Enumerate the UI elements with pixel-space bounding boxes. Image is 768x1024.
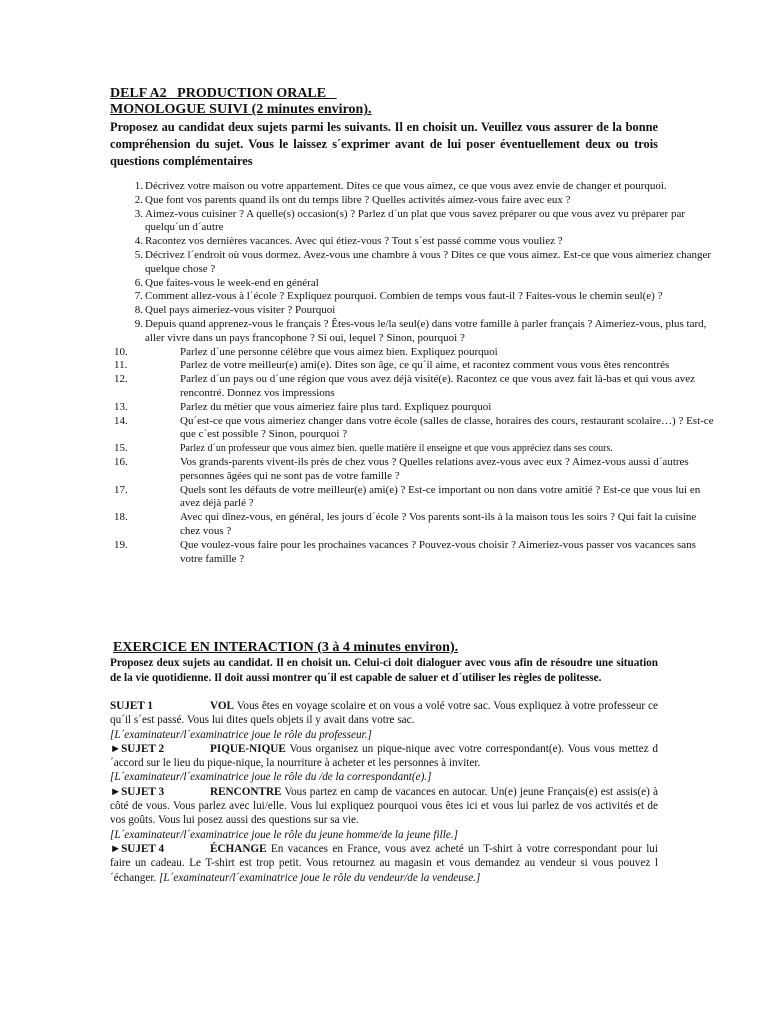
- question-text: Depuis quand apprenez-vous le français ? Êtes-vous le/la seul(e) dans votre famille à parler français ? Aimeriez-vous, plus tard, aller vivre dans un pays francophone ? Si oui, lequel ? Sinon, pourquoi ?: [145, 317, 707, 344]
- examiner-role-note: [L´examinateur/l´examinatrice joue le rôle du jeune homme/de la jeune fille.]: [110, 828, 458, 841]
- subject-list: [110, 699, 658, 885]
- question-item: [114, 442, 714, 456]
- subject-item: [110, 742, 658, 785]
- question-number: 19.: [114, 538, 128, 551]
- exam-title: DELF A2 PRODUCTION ORALE: [110, 86, 337, 101]
- question-text: Avec qui dînez-vous, en général, les jours d´école ? Vos parents sont-ils à la maison tous les soirs ? Qui fait la cuisine chez vous ?: [180, 511, 697, 537]
- subject-item: [110, 842, 658, 885]
- question-text: Quels sont les défauts de votre meilleur(e) ami(e) ? Est-ce important ou non dans votre amitié ? Est-ce que vous lui en avez déjà parlé ?: [180, 483, 701, 510]
- question-item: [118, 180, 714, 194]
- question-number: 2.: [134, 193, 143, 206]
- question-item: [114, 359, 714, 373]
- question-number: 17.: [114, 483, 128, 496]
- question-item: [118, 318, 714, 346]
- question-text: Racontez vos dernières vacances. Avec qui étiez-vous ? Tout s´est passé comme vous vouliez ?: [145, 235, 563, 248]
- subject-label: ►SUJET 3: [110, 785, 165, 798]
- monologue-heading: MONOLOGUE SUIVI (2 minutes environ).: [110, 102, 372, 117]
- question-text: Que faites-vous le week-end en général: [145, 276, 319, 289]
- question-number: 7.: [134, 290, 143, 303]
- subject-item: [110, 785, 658, 842]
- question-list: [114, 180, 714, 566]
- monologue-instructions: Proposez au candidat deux sujets parmi les suivants. Il en choisit un. Veuillez vous assurer de la bonne compréhension du sujet. Vous le laissez s´exprimer avant de lui poser éventuellement deux ou trois questions complémentaires: [110, 120, 658, 168]
- examiner-role-note: [L´examinateur/l´examinatrice joue le rôle du vendeur/de la vendeuse.]: [159, 871, 481, 884]
- question-item: [114, 455, 714, 484]
- question-item: [118, 235, 714, 249]
- examiner-role-note: [L´examinateur/l´examinatrice joue le rôle du /de la correspondant(e).]: [110, 771, 432, 784]
- question-number: 1.: [134, 180, 143, 192]
- question-text: Parlez d´une personne célèbre que vous aimez bien. Expliquez pourquoi: [180, 345, 498, 358]
- examiner-role-note: [L´examinateur/l´examinatrice joue le rôle du professeur.]: [110, 728, 372, 741]
- question-number: 12.: [114, 373, 128, 386]
- subject-text: Vous partez en camp de vacances en autocar. Un(e) jeune Français(e) est assis(e) à côté de vous. Vous parlez avec lui/elle. Vous lui expliquez pourquoi vous êtes ici et vous lui parlez de vos activités et de vos goûts. Vous lui posez aussi des questions sur sa vie.: [110, 785, 658, 827]
- subject-text: Vous êtes en voyage scolaire et on vous a volé votre sac. Vous expliquez à votre professeur ce qu´il s´est passé. Vous lui dites quels objets il y avait dans votre sac.: [110, 700, 658, 727]
- question-item: [114, 483, 714, 512]
- question-text: Comment allez-vous à l´école ? Expliquez pourquoi. Combien de temps vous faut-il ? Faites-vous le chemin seul(e) ?: [145, 290, 663, 303]
- subject-text: En vacances en France, vous avez acheté un T-shirt à votre correspondant pour lui faire un cadeau. Le T-shirt est trop petit. Vous retournez au magasin et vous demandez au vendeur si vous pouvez l´échanger.: [110, 842, 658, 884]
- question-number: 10.: [114, 345, 128, 358]
- interaction-instructions: Proposez deux sujets au candidat. Il en choisit un. Celui-ci doit dialoguer avec vous afin de résoudre une situation de la vie quotidienne. Il doit aussi montrer qu´il est capable de saluer et d´utiliser les règles de politesse.: [110, 657, 658, 684]
- question-number: 8.: [134, 304, 143, 317]
- question-text: Parlez d´un pays ou d´une région que vous avez déjà visité(e). Racontez ce que vous avez fait là-bas et qui vous avez rencontré. Donnez vos impressions: [180, 373, 695, 399]
- subject-text: Vous organisez un pique-nique avec votre correspondant(e). Vous vous mettez d´accord sur le lieu du pique-nique, la nourriture à acheter et les personnes à inviter.: [110, 742, 658, 770]
- question-number: 11.: [114, 359, 128, 372]
- question-item: [114, 400, 714, 415]
- question-item: [118, 249, 714, 277]
- subject-label: ►SUJET 4: [110, 842, 165, 855]
- question-text: Vos grands-parents vivent-ils près de chez vous ? Quelles relations avez-vous avec eux ? Aimez-vous aussi d´autres personnes âgées qui ne sont pas de votre famille ?: [180, 455, 689, 482]
- question-item: [118, 208, 714, 236]
- question-number: 15.: [114, 442, 128, 455]
- question-number: 18.: [114, 511, 128, 524]
- question-number: 14.: [114, 414, 128, 427]
- question-item: [118, 194, 714, 208]
- subject-label: SUJET 1: [110, 700, 154, 712]
- question-number: 6.: [134, 276, 143, 289]
- question-number: 13.: [114, 400, 128, 413]
- subject-name: VOL: [210, 700, 235, 712]
- subject-item: [110, 699, 658, 742]
- question-text: Parlez du métier que vous aimeriez faire plus tard. Expliquez pourquoi: [180, 400, 492, 413]
- question-text: Décrivez votre maison ou votre appartement. Dites ce que vous aimez, ce que vous avez envie de changer et pourquoi.: [145, 180, 667, 192]
- question-text: Parlez d´un professeur que vous aimez bien. quelle matière il enseigne et que vous appréciez dans ses cours.: [180, 443, 613, 455]
- question-text: Aimez-vous cuisiner ? A quelle(s) occasion(s) ? Parlez d´un plat que vous savez préparer ou que vous avez vu préparer par quelqu´un d´autre: [145, 207, 686, 234]
- question-text: Qu´est-ce que vous aimeriez changer dans votre école (salles de classe, horaires des cours, restaurant scolaire…) ? Est-ce que c´est possible ? Sinon, pourquoi ?: [180, 414, 714, 441]
- subject-label: ►SUJET 2: [110, 742, 165, 755]
- question-item: [114, 414, 714, 443]
- question-item: [118, 304, 714, 318]
- subject-name: RENCONTRE: [210, 785, 282, 798]
- question-text: Décrivez l´endroit où vous dormez. Avez-vous une chambre à vous ? Dites ce que vous aimez. Est-ce que vous aimeriez changer quelque chose ?: [145, 248, 712, 275]
- question-item: [114, 538, 714, 567]
- question-number: 9.: [134, 317, 143, 330]
- question-item: [114, 373, 714, 401]
- question-text: Quel pays aimeriez-vous visiter ? Pourquoi: [145, 304, 336, 317]
- question-number: 3.: [134, 207, 143, 220]
- interaction-heading: EXERCICE EN INTERACTION (3 à 4 minutes environ).: [113, 640, 459, 655]
- question-item: [114, 345, 714, 360]
- subject-name: ÉCHANGE: [210, 842, 267, 855]
- question-text: Que voulez-vous faire pour les prochaines vacances ? Pouvez-vous choisir ? Aimeriez-vous passer vos vacances sans votre famille ?: [180, 538, 696, 565]
- question-number: 16.: [114, 455, 128, 468]
- question-item: [118, 277, 714, 291]
- question-number: 4.: [134, 235, 143, 248]
- question-item: [114, 511, 714, 539]
- question-item: [118, 290, 714, 304]
- question-number: 5.: [134, 248, 143, 261]
- question-text: Parlez de votre meilleur(e) ami(e). Dites son âge, ce qu´il aime, et racontez comment vous vous êtes rencontrés: [180, 359, 670, 372]
- question-text: Que font vos parents quand ils ont du temps libre ? Quelles activités aimez-vous faire avec eux ?: [145, 193, 571, 206]
- subject-name: PIQUE-NIQUE: [210, 742, 286, 755]
